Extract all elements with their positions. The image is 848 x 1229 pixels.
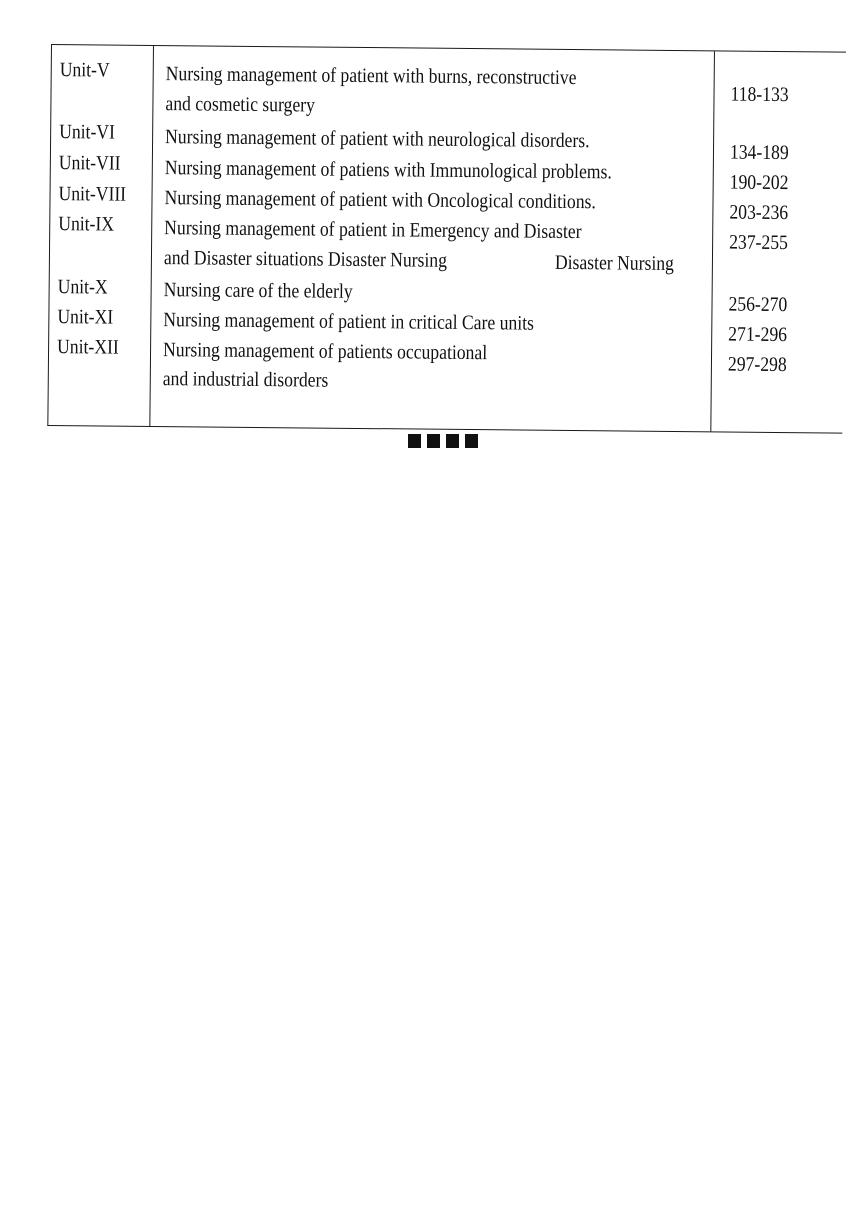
unit-label: Unit-XII xyxy=(56,336,119,359)
unit-label: Unit-XI xyxy=(57,306,114,329)
unit-label: Unit-V xyxy=(59,59,110,82)
column-divider xyxy=(149,46,154,426)
unit-label: Unit-X xyxy=(57,276,108,299)
unit-title: Disaster Nursing xyxy=(554,251,675,275)
page-range: 203-236 xyxy=(729,201,789,225)
unit-label: Unit-IX xyxy=(58,213,115,236)
unit-title: Nursing management of patients occupational xyxy=(162,339,488,365)
unit-label: Unit-VI xyxy=(59,121,116,144)
unit-title: Nursing management of patient in Emergency and Disaster xyxy=(164,217,582,244)
square-icon xyxy=(408,434,421,448)
page-range: 256-270 xyxy=(728,293,788,317)
unit-title: Nursing management of patient with burns, reconstructive xyxy=(165,63,577,90)
unit-title: and industrial disorders xyxy=(162,368,329,392)
unit-title: Nursing management of patiens with Immunological problems. xyxy=(164,157,612,184)
square-icon xyxy=(427,434,440,448)
square-icon xyxy=(465,434,478,448)
unit-title: and cosmetic surgery xyxy=(165,93,316,117)
unit-title: Nursing management of patient with Oncological conditions. xyxy=(164,187,596,214)
column-divider xyxy=(710,51,715,431)
page-range: 134-189 xyxy=(729,141,789,165)
unit-title: Nursing care of the elderly xyxy=(163,279,353,303)
page-range: 118-133 xyxy=(730,83,789,107)
page-range: 190-202 xyxy=(729,171,789,195)
unit-label: Unit-VIII xyxy=(58,183,127,206)
unit-title: Nursing management of patient with neurological disorders. xyxy=(165,126,590,153)
page-range: 237-255 xyxy=(729,231,788,255)
unit-label: Unit-VII xyxy=(58,152,121,175)
table-of-contents xyxy=(47,44,846,434)
square-icon xyxy=(446,434,459,448)
unit-title: and Disaster situations Disaster Nursing xyxy=(163,247,448,272)
end-of-section-squares-icon xyxy=(408,434,478,448)
page-range: 271-296 xyxy=(728,323,788,347)
page-range: 297-298 xyxy=(727,353,787,377)
unit-title: Nursing management of patient in critical Care units xyxy=(163,309,535,335)
